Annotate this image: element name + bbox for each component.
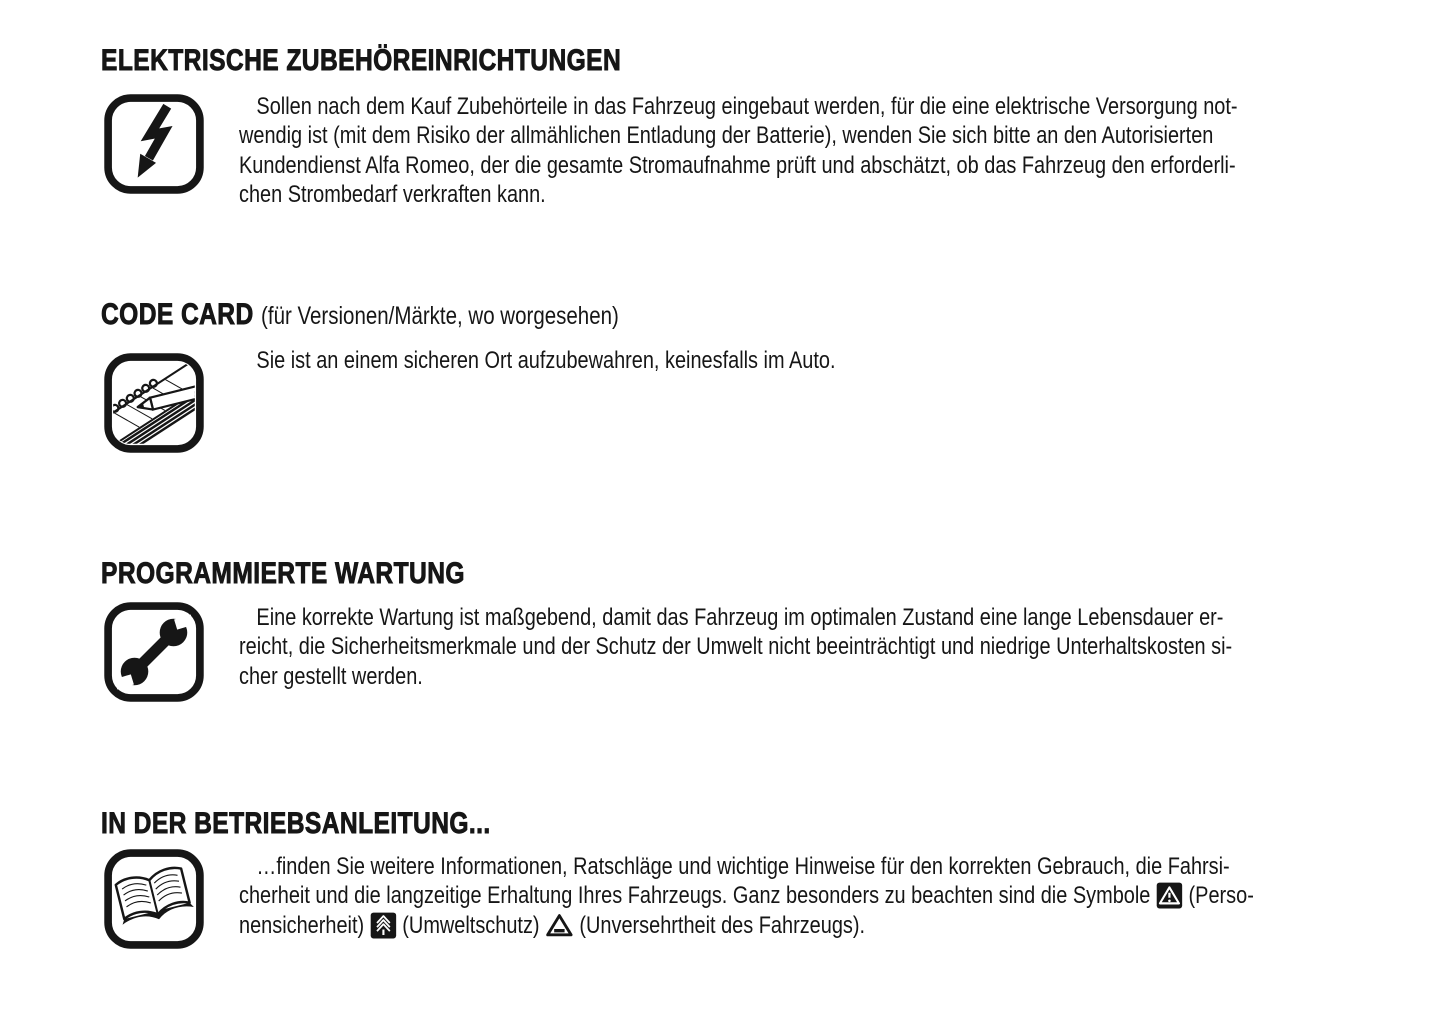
heading-suffix-text: (für Versionen/Märkte, wo worgesehen) [261, 302, 619, 330]
section-heading-electrical-accessories: ELEKTRISCHE ZUBEHÖREINRICHTUNGEN [101, 44, 622, 77]
section-heading-scheduled-maintenance: PROGRAMMIERTE WARTUNG [101, 557, 465, 590]
notebook-pencil-icon [103, 352, 205, 454]
text-line [239, 852, 1254, 881]
text-segment: …finden Sie weitere Informationen, Ratschläge und wichtige Hinweise für den korrekten Gebrauch, die Fahrsi- [256, 853, 1230, 880]
text-segment: (Unversehrtheit des Fahrzeugs). [579, 911, 866, 939]
section-heading-code-card [101, 300, 619, 330]
text-segment: (Perso- [1188, 882, 1254, 910]
open-book-icon [103, 848, 205, 950]
paragraph-code-card [239, 346, 836, 375]
personal-safety-symbol-icon [1156, 882, 1183, 909]
paragraph-scheduled-maintenance [239, 603, 1232, 691]
text-segment: nensicherheit) [239, 911, 365, 939]
text-line: cher gestellt werden. [239, 662, 423, 690]
text-segment: cherheit und die langzeitige Erhaltung Ihres Fahrzeugs. Ganz besonders zu beachten sind die Symbole [239, 882, 1151, 910]
lightning-bolt-icon [103, 93, 205, 195]
text-line: wendig ist (mit dem Risiko der allmählichen Entladung der Batterie), wenden Sie sich bitte an den Autorisierten [239, 122, 1214, 150]
paragraph-in-the-manual [239, 852, 1254, 940]
text-line [239, 881, 1254, 910]
text-line: chen Strombedarf verkraften kann. [239, 181, 546, 209]
section-heading-in-the-manual: IN DER BETRIEBSANLEITUNG... [101, 807, 491, 840]
text-line: Eine korrekte Wartung ist maßgebend, damit das Fahrzeug im optimalen Zustand eine lange Lebensdauer er- [256, 604, 1224, 631]
vehicle-integrity-symbol-icon [545, 912, 573, 939]
text-segment: (Umweltschutz) [402, 911, 540, 939]
text-line [239, 911, 1254, 940]
text-line: Kundendienst Alfa Romeo, der die gesamte Stromaufnahme prüft und abschätzt, ob das Fahrzeug den erforderli- [239, 151, 1236, 179]
paragraph-electrical-accessories [239, 92, 1238, 210]
text-line: reicht, die Sicherheitsmerkmale und der Schutz der Umwelt nicht beeinträchtigt und niedrige Unterhaltskosten si- [239, 633, 1233, 661]
text-line: Sie ist an einem sicheren Ort aufzubewahren, keinesfalls im Auto. [256, 347, 836, 374]
text-line: Sollen nach dem Kauf Zubehörteile in das Fahrzeug eingebaut werden, für die eine elektrische Versorgung not- [256, 93, 1238, 120]
wrench-icon [103, 601, 205, 703]
heading-text: CODE CARD [101, 298, 254, 331]
environment-protection-symbol-icon [370, 912, 397, 939]
